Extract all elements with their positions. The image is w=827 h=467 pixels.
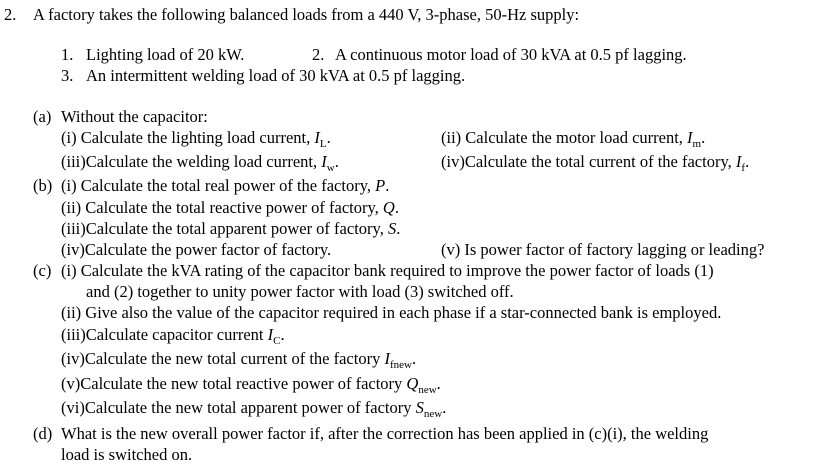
part-a-iii: (iii)Calculate the welding load current, $I_w$. — [61, 152, 339, 174]
part-b-ii: (ii) Calculate the total reactive power of factory, Q. — [61, 198, 399, 217]
part-c-i-line1: (i) Calculate the kVA rating of the capacitor bank required to improve the power factor of loads (1) — [61, 261, 714, 280]
part-b-iv: (iv)Calculate the power factor of factory. — [61, 240, 332, 259]
load-2-text: A continuous motor load of 30 kVA at 0.5 pf lagging. — [335, 45, 687, 64]
load-3-number: 3. — [61, 66, 74, 85]
part-a-i: (i) Calculate the lighting load current, $I_L$. — [61, 128, 331, 150]
part-b-i: (i) Calculate the total real power of the factory, P. — [61, 176, 390, 195]
part-c-i-line2: and (2) together to unity power factor with load (3) switched off. — [86, 282, 514, 301]
part-d-label: (d) — [33, 424, 53, 443]
part-d-line1: What is the new overall power factor if, after the correction has been applied in (c)(i), the welding — [61, 424, 709, 443]
question-intro: A factory takes the following balanced loads from a 440 V, 3-phase, 50-Hz supply: — [33, 5, 580, 24]
part-c-iv: (iv)Calculate the new total current of the factory $I_{fnew}$. — [61, 349, 417, 371]
question-number: 2. — [4, 5, 17, 24]
part-a-text: Without the capacitor: — [61, 107, 208, 126]
part-b-label: (b) — [33, 176, 53, 195]
part-a-iv: (iv)Calculate the total current of the factory, $I_f$. — [441, 152, 750, 174]
load-3-text: An intermittent welding load of 30 kVA at 0.5 pf lagging. — [86, 66, 466, 85]
part-b-iii: (iii)Calculate the total apparent power of factory, S. — [61, 219, 401, 238]
load-1-number: 1. — [61, 45, 74, 64]
part-d-line2: load is switched on. — [61, 445, 193, 464]
load-1-text: Lighting load of 20 kW. — [86, 45, 245, 64]
part-c-iii: (iii)Calculate capacitor current $I_C$. — [61, 325, 285, 347]
load-2-number: 2. — [312, 45, 325, 64]
part-b-v: (v) Is power factor of factory lagging or leading? — [441, 240, 765, 259]
part-a-ii: (ii) Calculate the motor load current, $I_m$. — [441, 128, 706, 150]
part-a-label: (a) — [33, 107, 52, 126]
part-c-v: (v)Calculate the new total reactive power of factory $Q_{new}$. — [61, 374, 441, 396]
part-c-vi: (vi)Calculate the new total apparent power of factory $S_{new}$. — [61, 398, 447, 420]
part-c-ii: (ii) Give also the value of the capacitor required in each phase if a star-connected bank is employed. — [61, 303, 722, 322]
part-c-label: (c) — [33, 261, 52, 280]
